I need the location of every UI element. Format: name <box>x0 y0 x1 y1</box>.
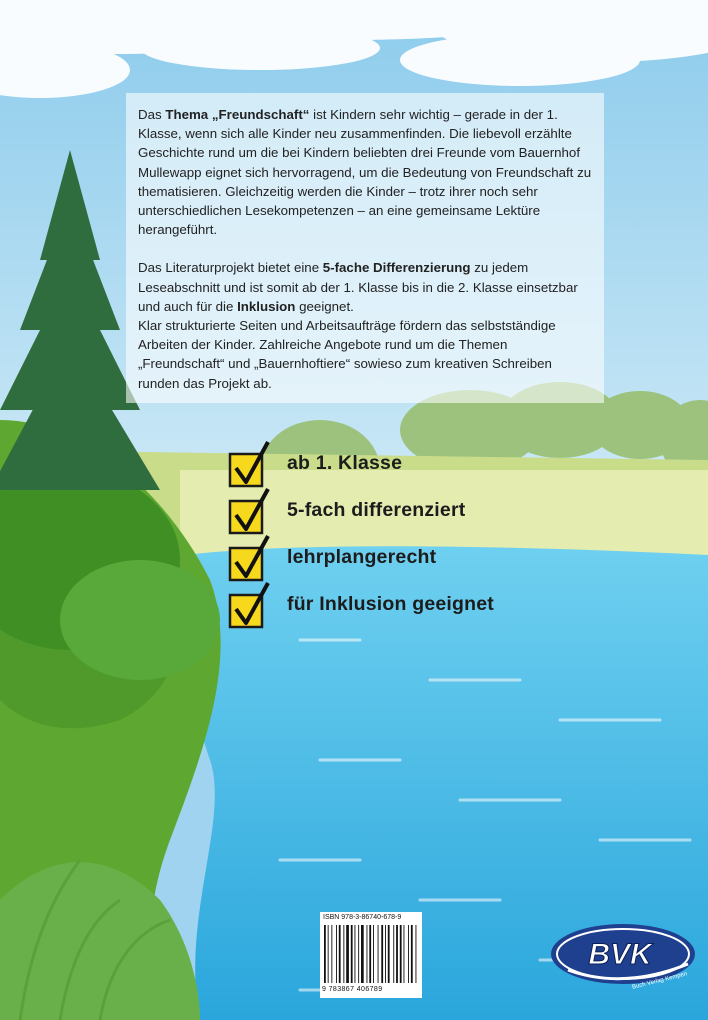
barcode-bar <box>408 925 409 983</box>
barcode-bar <box>358 925 359 983</box>
checklist-item <box>228 534 688 581</box>
text-segment: zu jedem Leseabschnitt und ist somit ab der 1. Klasse bis in die 2. Klasse einsetzbar und auch für die <box>138 260 578 314</box>
barcode-bar <box>381 925 383 983</box>
text-segment: Das <box>138 107 166 122</box>
barcode-bar <box>411 925 413 983</box>
barcode-bar <box>373 925 374 983</box>
barcode-bars <box>323 925 419 985</box>
text-segment: Klar strukturierte Seiten und Arbeitsaufträge fördern das selbstständige Arbeiten der Kinder. Zahlreiche Angebote rund um die Themen „Freundschaft“ und „Bauernhoftiere“ sowieso zum kreativen Schreiben runden das Projekt ab. <box>138 318 556 391</box>
logo-subtext: Buch Verlag Kempen <box>631 971 688 991</box>
checklist-item <box>228 581 688 628</box>
barcode-bar <box>416 925 417 983</box>
text-bold-segment: Thema „Freundschaft“ <box>165 107 310 122</box>
foreground-grass <box>0 862 200 1020</box>
barcode-bar <box>396 925 398 983</box>
checkbox-checked-icon <box>228 534 276 582</box>
barcode-bar <box>351 925 353 983</box>
text-segment: ist Kindern sehr wichtig – gerade in der 1. Klasse, wenn sich alle Kinder neu zusammenfinden. Die liebevoll erzählte Geschichte rund um die bei Kindern beliebten drei Freunde vom Bauernhof Mullewapp eignet sich hervorragend, um die Bedeutung von Freundschaft zu thematisieren. Gleichzeitig werden die Kinder – trotz ihrer noch sehr unterschiedlichen Lesekompetenzen – an eine gemeinsame Lektüre herangeführt. <box>138 107 592 238</box>
checklist-label: ab 1. Klasse <box>287 452 403 474</box>
barcode-bar <box>393 925 394 983</box>
barcode-bar <box>339 925 341 983</box>
barcode-bar <box>346 925 349 983</box>
barcode-bar <box>343 925 344 983</box>
text-segment: geeignet. <box>295 298 354 314</box>
barcode-bar <box>361 925 364 983</box>
checklist-item <box>228 487 688 534</box>
barcode-bar <box>331 925 332 983</box>
checkbox-checked-icon <box>228 487 276 535</box>
isbn-barcode <box>320 912 422 998</box>
barcode-bar <box>355 925 356 983</box>
barcode-bar <box>388 925 390 983</box>
isbn-label: ISBN 978-3-86740-678-9 <box>323 914 402 921</box>
text-bold-segment: 5-fache Differenzierung <box>322 260 471 276</box>
barcode-bar <box>367 925 368 983</box>
checklist-label: für Inklusion geeignet <box>287 593 494 615</box>
barcode-bar <box>336 925 337 983</box>
barcode-digits: 9 783867 406789 <box>322 986 383 993</box>
description-paragraph-2 <box>138 258 592 392</box>
checklist-item <box>228 440 688 487</box>
checkbox-checked-icon <box>228 581 276 629</box>
barcode-bar <box>324 925 326 983</box>
barcode-bar <box>328 925 329 983</box>
barcode-bar <box>404 925 405 983</box>
description-paragraph-1 <box>138 105 592 239</box>
feature-checklist <box>228 440 688 628</box>
publisher-logo <box>548 912 698 992</box>
text-segment: Das Literaturprojekt bietet eine <box>138 260 323 276</box>
barcode-bar <box>369 925 371 983</box>
checklist-label: 5-fach differenziert <box>287 499 466 521</box>
checkbox-checked-icon <box>228 440 276 488</box>
logo-text: BVK <box>588 938 652 971</box>
barcode-bar <box>400 925 402 983</box>
description-box <box>126 93 604 403</box>
barcode-bar <box>378 925 379 983</box>
text-bold-segment: Inklusion <box>237 298 296 314</box>
barcode-bar <box>385 925 386 983</box>
checklist-label: lehrplangerecht <box>287 546 437 568</box>
